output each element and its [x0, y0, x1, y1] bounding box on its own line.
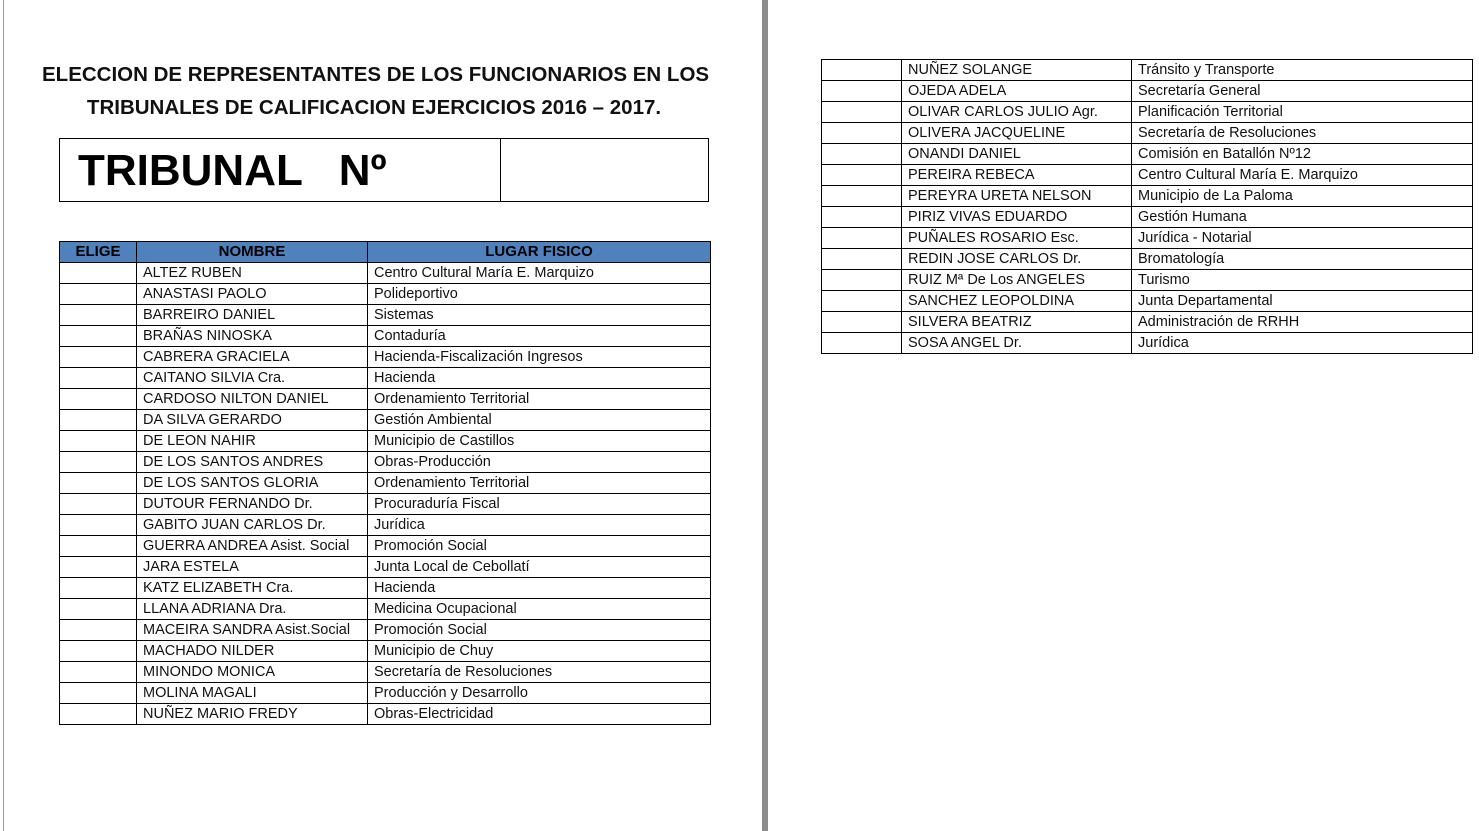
nombre-cell: OJEDA ADELA [902, 81, 1132, 102]
nombre-cell: JARA ESTELA [137, 557, 368, 578]
title-line-1: ELECCION DE REPRESENTANTES DE LOS FUNCIONARIOS EN LOS [42, 63, 710, 86]
lugar-fisico-cell: Ordenamiento Territorial [368, 389, 711, 410]
table-row [60, 284, 711, 305]
table-row [60, 494, 711, 515]
elige-cell[interactable] [822, 228, 902, 249]
nombre-cell: PIRIZ VIVAS EDUARDO [902, 207, 1132, 228]
elige-cell[interactable] [822, 270, 902, 291]
table-row [822, 312, 1473, 333]
elige-cell[interactable] [822, 207, 902, 228]
lugar-fisico-cell: Hacienda-Fiscalización Ingresos [368, 347, 711, 368]
table-row [60, 347, 711, 368]
elige-cell[interactable] [60, 536, 137, 557]
lugar-fisico-cell: Gestión Humana [1132, 207, 1473, 228]
table-row [822, 102, 1473, 123]
table-row [822, 144, 1473, 165]
table-row [60, 410, 711, 431]
elige-cell[interactable] [60, 431, 137, 452]
table-row [60, 683, 711, 704]
nombre-cell: MOLINA MAGALI [137, 683, 368, 704]
nombre-cell: BARREIRO DANIEL [137, 305, 368, 326]
elige-cell[interactable] [822, 333, 902, 354]
lugar-fisico-cell: Municipio de Chuy [368, 641, 711, 662]
table-row [822, 228, 1473, 249]
table-row [60, 599, 711, 620]
nombre-cell: MACHADO NILDER [137, 641, 368, 662]
table-row [822, 333, 1473, 354]
lugar-fisico-cell: Promoción Social [368, 620, 711, 641]
nombre-cell: SANCHEZ LEOPOLDINA [902, 291, 1132, 312]
nombre-cell: MINONDO MONICA [137, 662, 368, 683]
lugar-fisico-cell: Junta Departamental [1132, 291, 1473, 312]
table-row [822, 207, 1473, 228]
table-row [60, 557, 711, 578]
lugar-fisico-cell: Medicina Ocupacional [368, 599, 711, 620]
table-row [60, 368, 711, 389]
table-header-row [60, 242, 711, 263]
nombre-cell: MACEIRA SANDRA Asist.Social [137, 620, 368, 641]
elige-cell[interactable] [822, 165, 902, 186]
table-row [60, 662, 711, 683]
table-row [60, 389, 711, 410]
lugar-fisico-cell: Secretaría General [1132, 81, 1473, 102]
lugar-fisico-cell: Hacienda [368, 578, 711, 599]
elige-cell[interactable] [60, 389, 137, 410]
elige-cell[interactable] [822, 102, 902, 123]
lugar-fisico-cell: Jurídica [368, 515, 711, 536]
nombre-cell: GABITO JUAN CARLOS Dr. [137, 515, 368, 536]
table-row [60, 578, 711, 599]
lugar-fisico-cell: Polideportivo [368, 284, 711, 305]
lugar-fisico-cell: Municipio de Castillos [368, 431, 711, 452]
nombre-cell: KATZ ELIZABETH Cra. [137, 578, 368, 599]
elige-cell[interactable] [822, 60, 902, 81]
nombre-cell: CARDOSO NILTON DANIEL [137, 389, 368, 410]
lugar-fisico-cell: Municipio de La Paloma [1132, 186, 1473, 207]
nombre-cell: BRAÑAS NINOSKA [137, 326, 368, 347]
elige-cell[interactable] [60, 641, 137, 662]
lugar-fisico-cell: Promoción Social [368, 536, 711, 557]
lugar-fisico-cell: Secretaría de Resoluciones [1132, 123, 1473, 144]
table-row [60, 515, 711, 536]
lugar-fisico-cell: Administración de RRHH [1132, 312, 1473, 333]
lugar-fisico-cell: Centro Cultural María E. Marquizo [368, 263, 711, 284]
lugar-fisico-cell: Secretaría de Resoluciones [368, 662, 711, 683]
table-row [60, 263, 711, 284]
nombre-cell: DE LOS SANTOS GLORIA [137, 473, 368, 494]
nombre-cell: DE LEON NAHIR [137, 431, 368, 452]
elige-cell[interactable] [60, 368, 137, 389]
document-title [42, 58, 710, 124]
elige-cell[interactable] [822, 123, 902, 144]
document-page-right [768, 0, 1479, 831]
elige-cell[interactable] [60, 284, 137, 305]
nombre-cell: DE LOS SANTOS ANDRES [137, 452, 368, 473]
lugar-fisico-cell: Ordenamiento Territorial [368, 473, 711, 494]
lugar-fisico-cell: Planificación Territorial [1132, 102, 1473, 123]
lugar-fisico-cell: Obras-Producción [368, 452, 711, 473]
nombre-cell: ONANDI DANIEL [902, 144, 1132, 165]
elige-cell[interactable] [60, 620, 137, 641]
elige-cell[interactable] [60, 599, 137, 620]
candidates-table-right [821, 59, 1473, 354]
elige-cell[interactable] [60, 515, 137, 536]
table-row [60, 536, 711, 557]
nombre-cell: OLIVERA JACQUELINE [902, 123, 1132, 144]
nombre-cell: ALTEZ RUBEN [137, 263, 368, 284]
table-row [822, 249, 1473, 270]
table-row [822, 123, 1473, 144]
table-row [822, 186, 1473, 207]
nombre-cell: CAITANO SILVIA Cra. [137, 368, 368, 389]
lugar-fisico-cell: Contaduría [368, 326, 711, 347]
table-row [60, 641, 711, 662]
lugar-fisico-cell: Jurídica - Notarial [1132, 228, 1473, 249]
table-row [60, 473, 711, 494]
nombre-cell: NUÑEZ SOLANGE [902, 60, 1132, 81]
lugar-fisico-cell: Procuraduría Fiscal [368, 494, 711, 515]
elige-cell[interactable] [60, 578, 137, 599]
lugar-fisico-cell: Junta Local de Cebollatí [368, 557, 711, 578]
lugar-fisico-cell: Obras-Electricidad [368, 704, 711, 725]
table-row [60, 326, 711, 347]
table-row [822, 165, 1473, 186]
title-line-2: TRIBUNALES DE CALIFICACION EJERCICIOS 2016 – 2017. [86, 96, 662, 119]
elige-cell[interactable] [822, 81, 902, 102]
lugar-fisico-cell: Turismo [1132, 270, 1473, 291]
elige-cell[interactable] [60, 410, 137, 431]
elige-cell[interactable] [60, 662, 137, 683]
lugar-fisico-cell: Tránsito y Transporte [1132, 60, 1473, 81]
nombre-cell: SOSA ANGEL Dr. [902, 333, 1132, 354]
table-row [822, 81, 1473, 102]
elige-cell[interactable] [60, 683, 137, 704]
elige-cell[interactable] [60, 494, 137, 515]
nombre-cell: OLIVAR CARLOS JULIO Agr. [902, 102, 1132, 123]
elige-cell[interactable] [60, 305, 137, 326]
elige-cell[interactable] [60, 704, 137, 725]
nombre-cell: PEREIRA REBECA [902, 165, 1132, 186]
candidates-table-left [59, 241, 711, 725]
elige-cell[interactable] [60, 347, 137, 368]
table-row [822, 60, 1473, 81]
nombre-cell: CABRERA GRACIELA [137, 347, 368, 368]
elige-cell[interactable] [822, 186, 902, 207]
nombre-cell: REDIN JOSE CARLOS Dr. [902, 249, 1132, 270]
nombre-cell: NUÑEZ MARIO FREDY [137, 704, 368, 725]
elige-cell[interactable] [822, 312, 902, 333]
tribunal-box [59, 138, 709, 202]
table-row [60, 431, 711, 452]
lugar-fisico-cell: Jurídica [1132, 333, 1473, 354]
table-row [60, 620, 711, 641]
lugar-fisico-cell: Bromatología [1132, 249, 1473, 270]
lugar-fisico-cell: Producción y Desarrollo [368, 683, 711, 704]
tribunal-label: TRIBUNAL Nº [60, 139, 501, 201]
table-row [822, 291, 1473, 312]
header-lugar-fisico: LUGAR FISICO [368, 242, 711, 263]
nombre-cell: ANASTASI PAOLO [137, 284, 368, 305]
elige-cell[interactable] [60, 263, 137, 284]
elige-cell[interactable] [822, 144, 902, 165]
tribunal-number-cell[interactable] [501, 139, 708, 201]
nombre-cell: PEREYRA URETA NELSON [902, 186, 1132, 207]
lugar-fisico-cell: Gestión Ambiental [368, 410, 711, 431]
elige-cell[interactable] [60, 473, 137, 494]
elige-cell[interactable] [60, 452, 137, 473]
lugar-fisico-cell: Comisión en Batallón Nº12 [1132, 144, 1473, 165]
table-row [60, 452, 711, 473]
lugar-fisico-cell: Centro Cultural María E. Marquizo [1132, 165, 1473, 186]
nombre-cell: SILVERA BEATRIZ [902, 312, 1132, 333]
elige-cell[interactable] [60, 326, 137, 347]
lugar-fisico-cell: Sistemas [368, 305, 711, 326]
nombre-cell: DA SILVA GERARDO [137, 410, 368, 431]
document-page-left [3, 0, 763, 831]
elige-cell[interactable] [822, 291, 902, 312]
table-row [60, 305, 711, 326]
elige-cell[interactable] [60, 557, 137, 578]
nombre-cell: GUERRA ANDREA Asist. Social [137, 536, 368, 557]
lugar-fisico-cell: Hacienda [368, 368, 711, 389]
nombre-cell: PUÑALES ROSARIO Esc. [902, 228, 1132, 249]
table-row [822, 270, 1473, 291]
table-row [60, 704, 711, 725]
elige-cell[interactable] [822, 249, 902, 270]
header-nombre: NOMBRE [137, 242, 368, 263]
nombre-cell: DUTOUR FERNANDO Dr. [137, 494, 368, 515]
nombre-cell: LLANA ADRIANA Dra. [137, 599, 368, 620]
header-elige: ELIGE [60, 242, 137, 263]
nombre-cell: RUIZ Mª De Los ANGELES [902, 270, 1132, 291]
